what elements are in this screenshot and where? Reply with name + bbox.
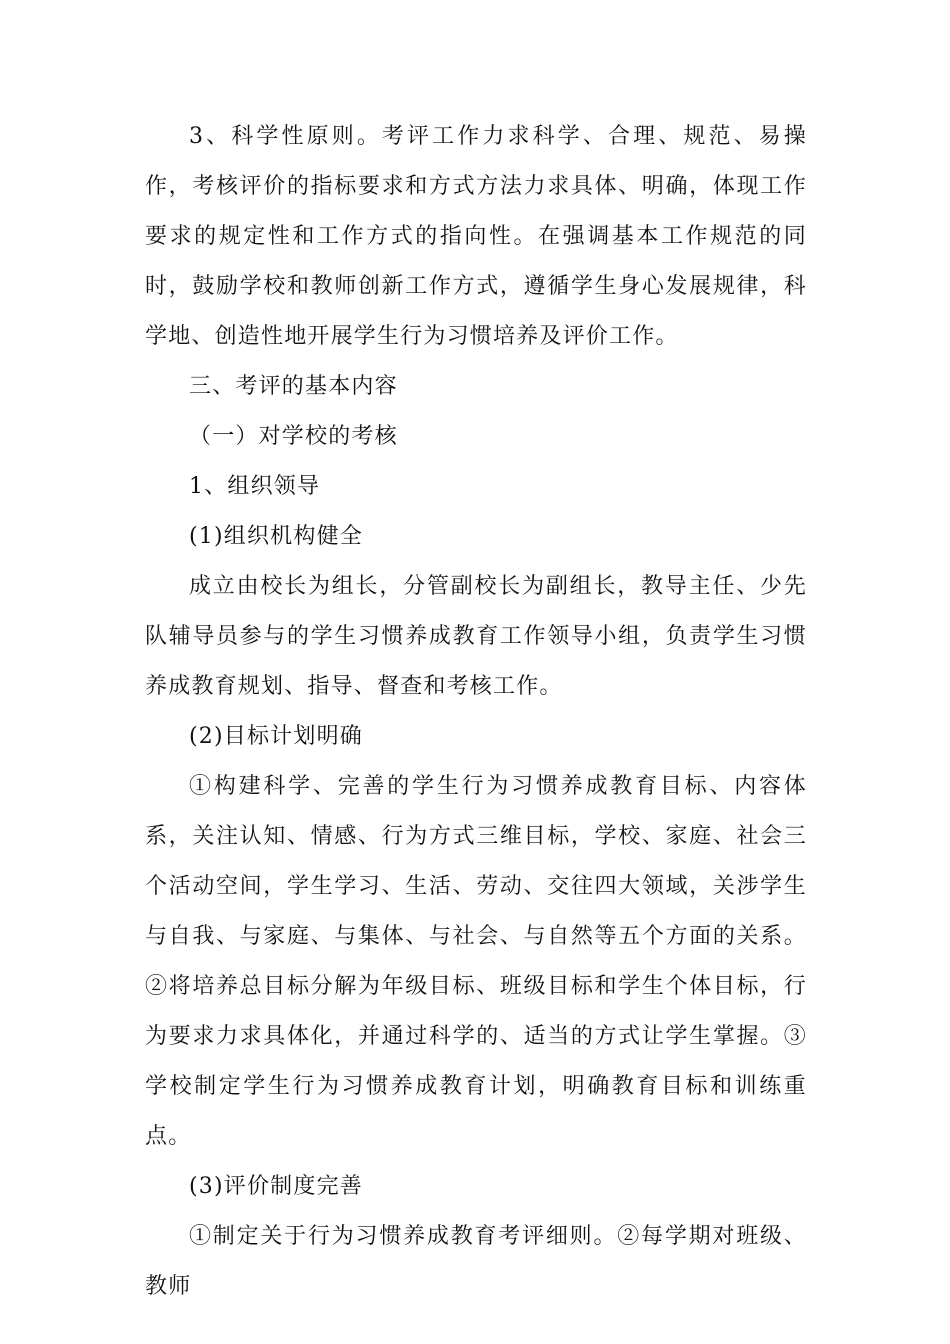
section-heading-basic-content: 三、考评的基本内容 xyxy=(189,374,398,399)
paragraph-scientific-principle: 3、科学性原则。考评工作力求科学、合理、规范、易操作，考核评价的指标要求和方式方法力求具体、明确，体现工作要求的规定性和工作方式的指向性。在强调基本工作规范的同时，鼓励学校和教师创新工作方式，遵循学生身心发展规律，科学地、创造性地开展学生行为习惯培养及评价工作。 xyxy=(145,124,807,349)
subsection-heading-school-assessment: （一）对学校的考核 xyxy=(189,424,398,449)
subitem-heading-evaluation-system: (3)评价制度完善 xyxy=(189,1174,363,1199)
paragraph-goals-system: ①构建科学、完善的学生行为习惯养成教育目标、内容体系，关注认知、情感、行为方式三维目标，学校、家庭、社会三个活动空间，学生学习、生活、劳动、交往四大领域，关涉学生与自我、与家庭、与集体、与社会、与自然等五个方面的关系。②将培养总目标分解为年级目标、班级目标和学生个体目标，行为要求力求具体化，并通过科学的、适当的方式让学生掌握。③学校制定学生行为习惯养成教育计划，明确教育目标和训练重点。 xyxy=(145,774,807,1149)
subitem-heading-organization-sound: (1)组织机构健全 xyxy=(189,524,363,549)
item-heading-organization-leadership: 1、组织领导 xyxy=(189,474,321,499)
document-body xyxy=(145,112,807,1312)
subitem-heading-goals-plans: (2)目标计划明确 xyxy=(189,724,363,749)
paragraph-leadership-group: 成立由校长为组长，分管副校长为副组长，教导主任、少先队辅导员参与的学生习惯养成教育工作领导小组，负责学生习惯养成教育规划、指导、督查和考核工作。 xyxy=(145,574,807,699)
paragraph-evaluation-rules: ①制定关于行为习惯养成教育考评细则。②每学期对班级、教师 xyxy=(145,1224,807,1299)
